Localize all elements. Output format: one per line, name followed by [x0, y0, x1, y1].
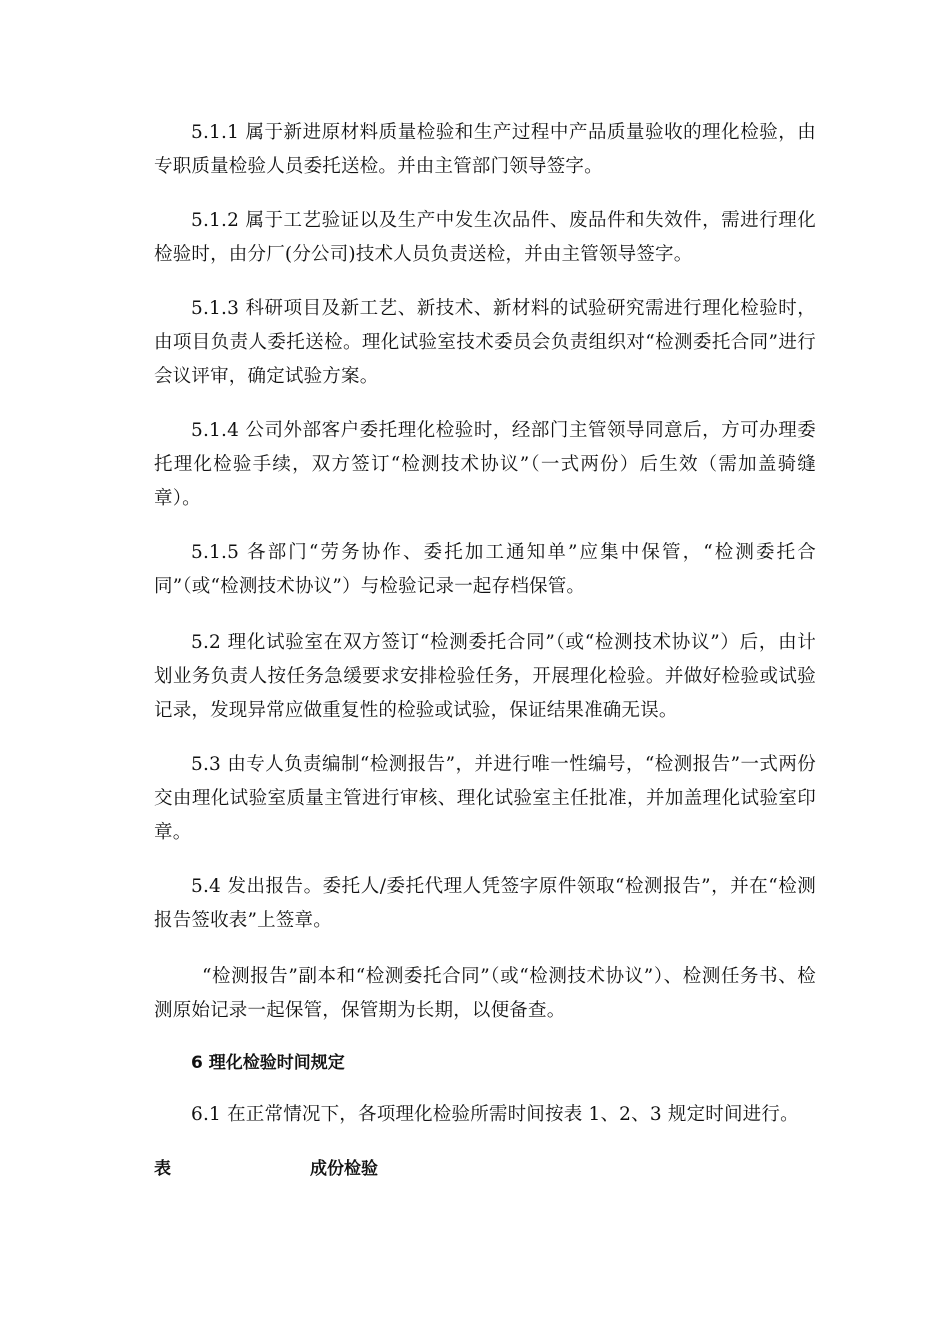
paragraph-5-1-3: 5.1.3 科研项目及新工艺、新技术、新材料的试验研究需进行理化检验时，由项目负责人委托送检。理化试验室技术委员会负责组织对“检测委托合同”进行会议评审，确定试验方案。: [154, 298, 816, 387]
paragraph-6-1: 6.1 在正常情况下，各项理化检验所需时间按表 1、2、3 规定时间进行。: [191, 1104, 799, 1125]
paragraph-5-1-4: 5.1.4 公司外部客户委托理化检验时，经部门主管领导同意后，方可办理委托理化检验手续，双方签订“检测技术协议”（一式两份）后生效（需加盖骑缝章）。: [154, 420, 816, 509]
table-label: 表: [154, 1159, 171, 1179]
paragraph-report-archive: “检测报告”副本和“检测委托合同”（或“检测技术协议”）、检测任务书、检测原始记录一起保管，保管期为长期，以便备查。: [154, 966, 816, 1021]
paragraph-5-2: 5.2 理化试验室在双方签订“检测委托合同”（或“检测技术协议”）后，由计划业务负责人按任务急缓要求安排检验任务，开展理化检验。并做好检验或试验记录，发现异常应做重复性的检验或试验，保证结果准确无误。: [154, 632, 816, 721]
table-name: 成份检验: [310, 1159, 378, 1179]
paragraph-5-4: 5.4 发出报告。委托人/委托代理人凭签字原件领取“检测报告”，并在“检测报告签收表”上签章。: [154, 876, 816, 931]
section-6-heading: 6 理化检验时间规定: [191, 1053, 345, 1073]
paragraph-5-1-2: 5.1.2 属于工艺验证以及生产中发生次品件、废品件和失效件，需进行理化检验时，由分厂(分公司)技术人员负责送检，并由主管领导签字。: [154, 210, 816, 265]
paragraph-5-1-5: 5.1.5 各部门“劳务协作、委托加工通知单”应集中保管，“检测委托合同”（或“检测技术协议”）与检验记录一起存档保管。: [154, 542, 816, 597]
paragraph-5-3: 5.3 由专人负责编制“检测报告”，并进行唯一性编号，“检测报告”一式两份交由理化试验室质量主管进行审核、理化试验室主任批准，并加盖理化试验室印章。: [154, 754, 816, 843]
paragraph-5-1-1: 5.1.1 属于新进原材料质量检验和生产过程中产品质量验收的理化检验，由专职质量检验人员委托送检。并由主管部门领导签字。: [154, 122, 816, 177]
